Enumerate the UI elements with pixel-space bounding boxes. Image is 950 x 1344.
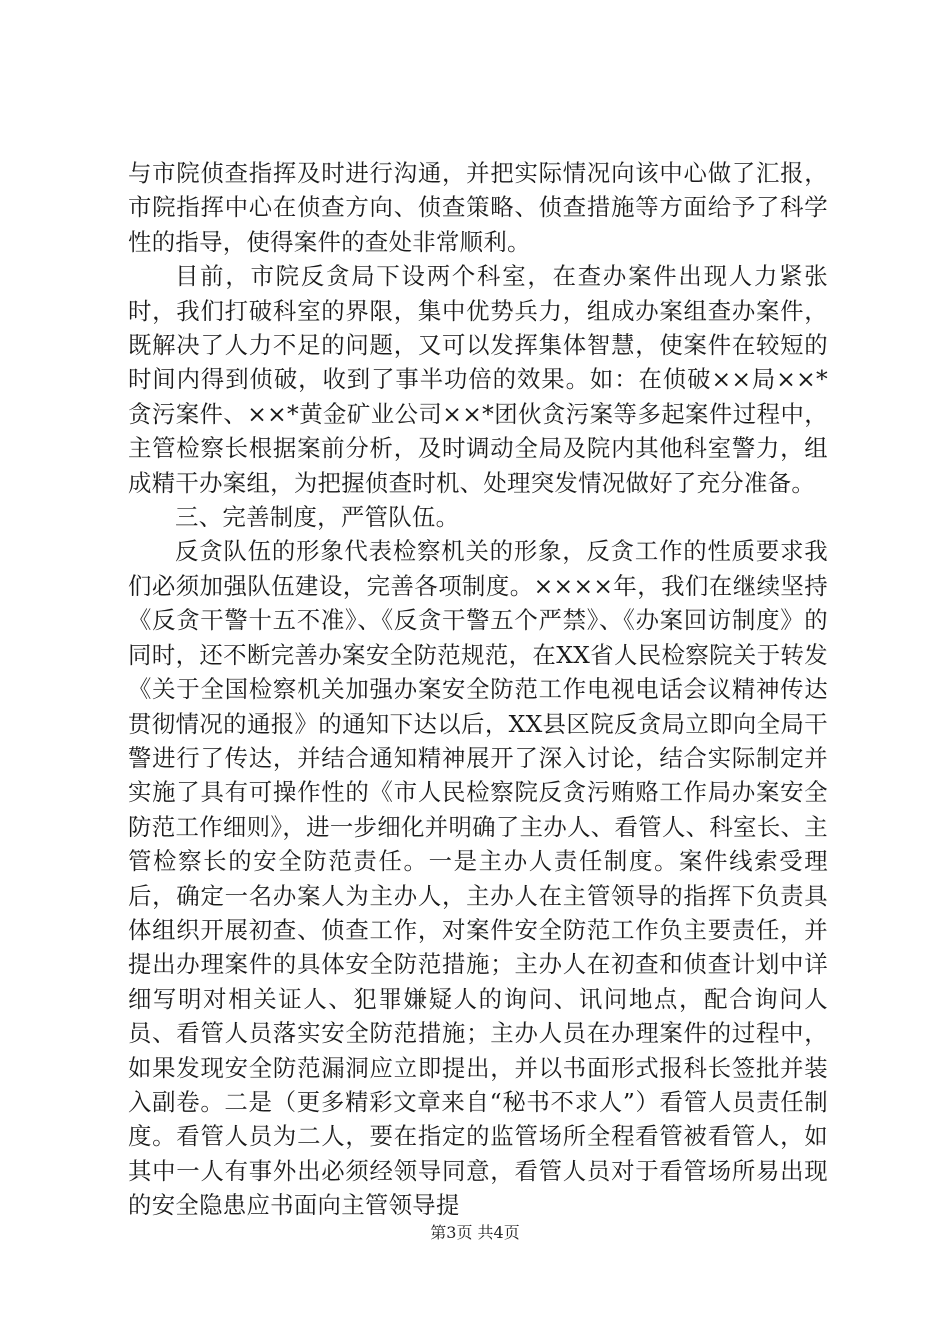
section-heading: 三、完善制度，严管队伍。 bbox=[175, 503, 460, 532]
paragraph-team-rules: 反贪队伍的形象代表检察机关的形象，反贪工作的性质要求我们必须加强队伍建设，完善各项制度。××××年，我们在继续坚持《反贪干警十五不准》、《反贪干警五个严禁》、《办案回访制度》的同时，还不断完善办案安全防范规范，在XX省人民检察院关于转发《关于全国检察机关加强办案安全防范工作电视电话会议精神传达贯彻情况的通报》的通知下达以后，XX县区院反贪局立即向全局干警进行了传达，并结合通知精神展开了深入讨论，结合实际制定并实施了具有可操作性的《市人民检察院反贪污贿赂工作局办案安全防范工作细则》，进一步细化并明确了主办人、看管人、科室长、主管检察长的安全防范责任。一是主办人责任制度。案件线索受理后，确定一名办案人为主办人，主办人在主管领导的指挥下负责具体组织开展初查、侦查工作，对案件安全防范工作负主要责任，并提出办理案件的具体安全防范措施；主办人在初查和侦查计划中详细写明对相关证人、犯罪嫌疑人的询问、讯问地点，配合询问人员、看管人员落实安全防范措施；主办人员在办理案件的过程中，如果发现安全防范漏洞应立即提出，并以书面形式报科长签批并装入副卷。二是（更多精彩文章来自“秘书不求人”）看管人员责任制度。看管人员为二人，要在指定的监管场所全程看管被看管人，如其中一人有事外出必须经领导同意，看管人员对于看管场所易出现的安全隐患应书面向主管领导提 bbox=[128, 537, 828, 1220]
paragraph-task-force: 目前，市院反贪局下设两个科室，在查办案件出现人力紧张时，我们打破科室的界限，集中优势兵力，组成办案组查办案件，既解决了人力不足的问题，又可以发挥集体智慧，使案件在较短的时间内得到侦破，收到了事半功倍的效果。如：在侦破××局××*贪污案件、××*黄金矿业公司××*团伙贪污案等多起案件过程中，主管检察长根据案前分析，及时调动全局及院内其他科室警力，组成精干办案组，为把握侦查时机、处理突发情况做好了充分准备。 bbox=[128, 262, 828, 497]
paragraph-continuation: 与市院侦查指挥及时进行沟通，并把实际情况向该中心做了汇报，市院指挥中心在侦查方向、侦查策略、侦查措施等方面给予了科学性的指导，使得案件的查处非常顺利。 bbox=[128, 159, 828, 256]
page-number-footer: 第3页 共4页 bbox=[430, 1223, 520, 1242]
document-body bbox=[128, 156, 828, 1223]
